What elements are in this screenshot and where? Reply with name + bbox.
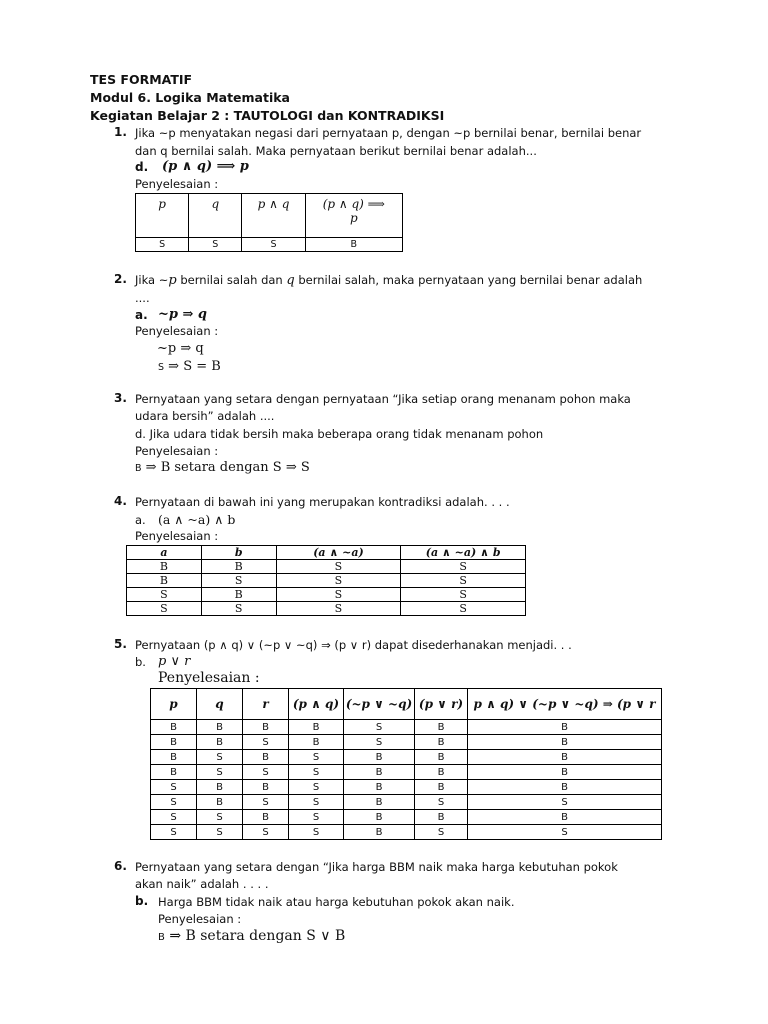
table-cell: B bbox=[127, 560, 202, 574]
q3-solution-label: Penyelesaian : bbox=[135, 444, 219, 458]
table-cell: B bbox=[344, 795, 415, 810]
table-cell: S bbox=[344, 720, 415, 735]
table-cell: B bbox=[468, 780, 662, 795]
q4-text-line1: Pernyataan di bawah ini yang merupakan kontradiksi adalah. . . . bbox=[135, 495, 510, 509]
table-row bbox=[151, 795, 662, 810]
q5-header-r: r bbox=[243, 689, 289, 720]
q3-answer: d. Jika udara tidak bersih maka beberapa orang tidak menanam pohon bbox=[135, 427, 544, 441]
table-cell: B bbox=[468, 720, 662, 735]
q5-header-not-p-or-not-q: (~p ∨ ~q) bbox=[344, 689, 415, 720]
q4-number: 4. bbox=[114, 494, 127, 508]
q2-number: 2. bbox=[114, 272, 127, 286]
q3-solution-rest: ⇒ B setara dengan S ⇒ S bbox=[141, 460, 310, 475]
q1-truth-table bbox=[135, 193, 403, 252]
table-cell: S bbox=[276, 574, 401, 588]
q5-header-p-and-q: (p ∧ q) bbox=[289, 689, 344, 720]
q4-truth-table bbox=[126, 545, 526, 616]
q3-solution-line bbox=[135, 460, 310, 475]
table-cell: S bbox=[289, 795, 344, 810]
table-cell: S bbox=[243, 825, 289, 840]
table-cell: S bbox=[415, 795, 468, 810]
table-cell: B bbox=[197, 780, 243, 795]
q2-solution-s: S bbox=[158, 362, 165, 373]
table-cell: S bbox=[415, 825, 468, 840]
table-cell: S bbox=[242, 238, 305, 252]
table-cell: B bbox=[344, 750, 415, 765]
table-row bbox=[151, 825, 662, 840]
table-row bbox=[127, 588, 526, 602]
table-cell: B bbox=[468, 750, 662, 765]
q2-text-b: bernilai salah dan bbox=[176, 273, 287, 287]
table-cell: B bbox=[243, 810, 289, 825]
table-cell: B bbox=[415, 765, 468, 780]
table-cell: S bbox=[468, 795, 662, 810]
table-cell: B bbox=[151, 720, 197, 735]
q6-answer-text: Harga BBM tidak naik atau harga kebutuhan pokok akan naik. bbox=[158, 895, 515, 909]
table-cell: S bbox=[201, 602, 276, 616]
table-cell: S bbox=[127, 602, 202, 616]
q6-text-line2: akan naik” adalah . . . . bbox=[135, 877, 269, 891]
table-cell: S bbox=[197, 810, 243, 825]
table-cell: S bbox=[127, 588, 202, 602]
q5-header-p: p bbox=[151, 689, 197, 720]
doc-title: TES FORMATIF bbox=[90, 72, 193, 87]
q4-header-a: a bbox=[127, 546, 202, 560]
q2-text-q: q bbox=[286, 273, 295, 288]
q1-header-p-and-q: p ∧ q bbox=[242, 194, 305, 238]
table-cell: S bbox=[151, 780, 197, 795]
q5-header-p-or-r: (p ∨ r) bbox=[415, 689, 468, 720]
table-cell: S bbox=[243, 735, 289, 750]
table-cell: B bbox=[415, 750, 468, 765]
table-cell: B bbox=[305, 238, 402, 252]
table-cell: S bbox=[201, 574, 276, 588]
table-row bbox=[151, 735, 662, 750]
q6-number: 6. bbox=[114, 859, 127, 873]
table-cell: B bbox=[415, 810, 468, 825]
q6-solution-rest: ⇒ B setara dengan S ∨ B bbox=[164, 928, 346, 944]
table-cell: B bbox=[468, 810, 662, 825]
table-cell: B bbox=[415, 735, 468, 750]
table-cell: B bbox=[344, 765, 415, 780]
q2-answer-expr: ~p ⇒ q bbox=[158, 307, 208, 322]
q6-solution-line bbox=[158, 928, 345, 944]
q5-answer-letter: b. bbox=[135, 655, 146, 669]
q1-header-implication bbox=[305, 194, 402, 238]
table-cell: B bbox=[415, 720, 468, 735]
table-cell: B bbox=[197, 735, 243, 750]
table-cell: S bbox=[197, 750, 243, 765]
q1-answer-letter: d. bbox=[135, 160, 149, 174]
q2-text-line1 bbox=[135, 273, 642, 288]
table-cell: B bbox=[151, 735, 197, 750]
q5-answer-expr: p ∨ r bbox=[158, 654, 191, 669]
q4-solution-label: Penyelesaian : bbox=[135, 529, 219, 543]
q2-text-a: Jika ~ bbox=[135, 273, 169, 287]
table-cell: B bbox=[344, 825, 415, 840]
table-cell: B bbox=[201, 588, 276, 602]
table-cell: B bbox=[151, 750, 197, 765]
q1-solution-label: Penyelesaian : bbox=[135, 177, 219, 191]
q4-header-result: (a ∧ ~a) ∧ b bbox=[401, 546, 526, 560]
table-cell: S bbox=[289, 765, 344, 780]
q4-answer-letter: a. bbox=[135, 513, 146, 527]
table-cell: S bbox=[243, 765, 289, 780]
q1-header-q: q bbox=[189, 194, 242, 238]
table-cell: B bbox=[344, 780, 415, 795]
q4-answer-expr: (a ∧ ~a) ∧ b bbox=[158, 512, 236, 527]
table-cell: S bbox=[401, 588, 526, 602]
table-cell: B bbox=[243, 750, 289, 765]
table-cell: S bbox=[468, 825, 662, 840]
q3-text-line1: Pernyataan yang setara dengan pernyataan “Jika setiap orang menanam pohon maka bbox=[135, 392, 631, 406]
q5-text-line1: Pernyataan (p ∧ q) ∨ (~p ∨ ~q) ⇒ (p ∨ r) dapat disederhanakan menjadi. . . bbox=[135, 638, 572, 652]
q1-header-p: p bbox=[136, 194, 189, 238]
table-cell: B bbox=[151, 765, 197, 780]
q1-number: 1. bbox=[114, 125, 127, 139]
q5-header-full-expression: p ∧ q) ∨ (~p ∨ ~q) ⇒ (p ∨ r bbox=[468, 689, 662, 720]
table-cell: B bbox=[289, 735, 344, 750]
table-cell: B bbox=[468, 765, 662, 780]
table-cell: S bbox=[401, 574, 526, 588]
q6-solution-label: Penyelesaian : bbox=[158, 912, 242, 926]
table-cell: S bbox=[276, 560, 401, 574]
table-cell: S bbox=[151, 825, 197, 840]
table-cell: S bbox=[197, 765, 243, 780]
q1-header-implication-line1: (p ∧ q) ⟹ bbox=[322, 197, 385, 211]
q1-text-line2: dan q bernilai salah. Maka pernyataan berikut bernilai benar adalah... bbox=[135, 144, 537, 158]
q2-solution-rest: ⇒ S = B bbox=[164, 359, 221, 374]
table-cell: B bbox=[468, 735, 662, 750]
q5-truth-table bbox=[150, 688, 662, 840]
table-cell: B bbox=[289, 720, 344, 735]
table-row bbox=[127, 602, 526, 616]
table-cell: S bbox=[243, 795, 289, 810]
table-cell: S bbox=[401, 560, 526, 574]
table-cell: S bbox=[401, 602, 526, 616]
q2-text-line2: .... bbox=[135, 291, 150, 305]
q1-text-line1: Jika ~p menyatakan negasi dari pernyataan p, dengan ~p bernilai benar, bernilai benar bbox=[135, 126, 642, 140]
table-cell: S bbox=[151, 810, 197, 825]
q2-answer-letter: a. bbox=[135, 308, 148, 322]
table-cell: S bbox=[289, 825, 344, 840]
q3-text-line2: udara bersih” adalah .... bbox=[135, 409, 275, 423]
table-cell: S bbox=[189, 238, 242, 252]
q2-solution-line2 bbox=[158, 359, 221, 374]
q6-text-line1: Pernyataan yang setara dengan “Jika harga BBM naik maka harga kebutuhan pokok bbox=[135, 860, 618, 874]
q3-solution-b: B bbox=[135, 463, 142, 474]
table-cell: S bbox=[276, 602, 401, 616]
table-cell: S bbox=[289, 750, 344, 765]
table-row bbox=[151, 780, 662, 795]
table-row bbox=[151, 750, 662, 765]
table-cell: S bbox=[151, 795, 197, 810]
table-cell: B bbox=[197, 720, 243, 735]
q6-solution-b: B bbox=[158, 932, 165, 943]
q4-header-b: b bbox=[201, 546, 276, 560]
table-row bbox=[151, 765, 662, 780]
q4-header-a-and-not-a: (a ∧ ~a) bbox=[276, 546, 401, 560]
table-cell: B bbox=[127, 574, 202, 588]
table-cell: B bbox=[415, 780, 468, 795]
q1-header-implication-line2: p bbox=[349, 211, 358, 225]
table-cell: S bbox=[344, 735, 415, 750]
table-row bbox=[136, 238, 403, 252]
table-cell: S bbox=[289, 810, 344, 825]
q1-answer-expr: (p ∧ q) ⟹ p bbox=[162, 159, 249, 174]
table-cell: B bbox=[243, 720, 289, 735]
table-cell: S bbox=[276, 588, 401, 602]
table-row bbox=[127, 574, 526, 588]
table-row bbox=[127, 560, 526, 574]
table-cell: S bbox=[136, 238, 189, 252]
q2-text-c: bernilai salah, maka pernyataan yang bernilai benar adalah bbox=[294, 273, 643, 287]
q6-answer-letter: b. bbox=[135, 894, 149, 908]
table-cell: B bbox=[243, 780, 289, 795]
q5-header-q: q bbox=[197, 689, 243, 720]
q3-number: 3. bbox=[114, 391, 127, 405]
table-cell: B bbox=[197, 795, 243, 810]
table-cell: S bbox=[197, 825, 243, 840]
module-title: Modul 6. Logika Matematika bbox=[90, 90, 290, 105]
q2-solution-line1: ~p ⇒ q bbox=[157, 341, 204, 356]
q2-text-p: p bbox=[168, 273, 177, 288]
table-row bbox=[151, 810, 662, 825]
activity-title: Kegiatan Belajar 2 : TAUTOLOGI dan KONTRADIKSI bbox=[90, 108, 445, 123]
table-cell: B bbox=[201, 560, 276, 574]
table-cell: S bbox=[289, 780, 344, 795]
q5-number: 5. bbox=[114, 637, 127, 651]
q5-solution-label: Penyelesaian : bbox=[158, 670, 260, 686]
table-row bbox=[151, 720, 662, 735]
table-cell: B bbox=[344, 810, 415, 825]
q2-solution-label: Penyelesaian : bbox=[135, 324, 219, 338]
